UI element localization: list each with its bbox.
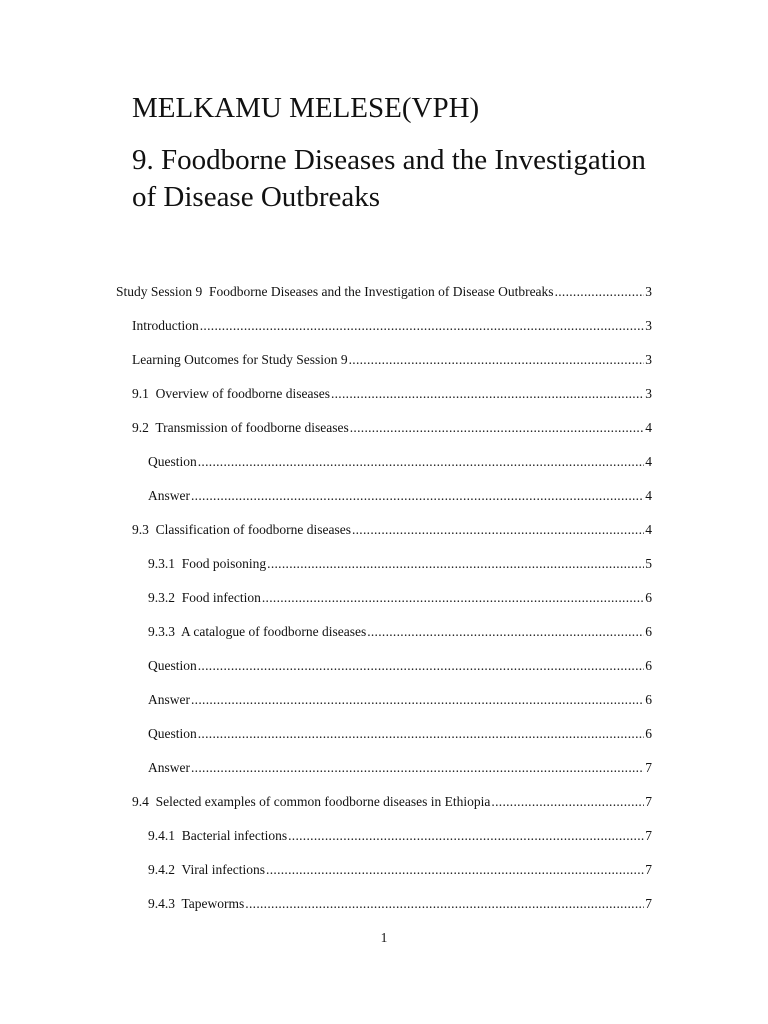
- toc-entry[interactable]: [0, 786, 768, 820]
- toc-entry-label: Question: [148, 454, 197, 469]
- toc-leader-dots: [266, 862, 644, 878]
- toc-leader-dots: [198, 454, 645, 470]
- toc-leader-dots: [350, 420, 645, 436]
- toc-entry[interactable]: [0, 650, 768, 684]
- toc-entry-label: 9.3 Classification of foodborne diseases: [132, 522, 351, 537]
- toc-entry-label: 9.4.2 Viral infections: [148, 862, 266, 877]
- toc-entry-page: 3: [645, 284, 652, 299]
- toc-entry[interactable]: [0, 582, 768, 616]
- toc-leader-dots: [491, 794, 644, 810]
- toc-entry-label: Question: [148, 726, 197, 741]
- toc-leader-dots: [198, 658, 645, 674]
- toc-leader-dots: [367, 624, 644, 640]
- toc-entry[interactable]: [0, 616, 768, 650]
- toc-entry[interactable]: [0, 854, 768, 888]
- toc-entry-label: Question: [148, 658, 197, 673]
- toc-entry[interactable]: [0, 446, 768, 480]
- toc-entry-label: 9.3.1 Food poisoning: [148, 556, 267, 571]
- toc-entry[interactable]: [0, 718, 768, 752]
- toc-entry-label: 9.3.3 A catalogue of foodborne diseases: [148, 624, 367, 639]
- toc-entry-label: Introduction: [132, 318, 199, 333]
- toc-entry[interactable]: [0, 480, 768, 514]
- toc-entry-page: 7: [645, 760, 652, 775]
- toc-entry-page: 7: [645, 896, 652, 911]
- toc-entry[interactable]: [0, 412, 768, 446]
- toc-leader-dots: [262, 590, 644, 606]
- toc-entry-page: 3: [645, 386, 652, 401]
- toc-entry-page: 6: [645, 658, 652, 673]
- toc-entry-page: 6: [645, 726, 652, 741]
- toc-entry-page: 3: [645, 318, 652, 333]
- toc-leader-dots: [352, 522, 644, 538]
- toc-entry-label: Learning Outcomes for Study Session 9: [132, 352, 348, 367]
- toc-entry-page: 6: [645, 624, 652, 639]
- toc-entry[interactable]: [0, 276, 768, 310]
- toc-leader-dots: [198, 726, 645, 742]
- toc-entry[interactable]: [0, 888, 768, 922]
- toc-entry-page: 4: [645, 454, 652, 469]
- toc-entry[interactable]: [0, 548, 768, 582]
- toc-entry-label: 9.3.2 Food infection: [148, 590, 261, 605]
- document-title: 9. Foodborne Diseases and the Investigation of Disease Outbreaks: [132, 144, 646, 213]
- toc-entry[interactable]: [0, 344, 768, 378]
- toc-entry-label: Answer: [148, 692, 190, 707]
- toc-entry-page: 7: [645, 862, 652, 877]
- toc-entry-page: 5: [645, 556, 652, 571]
- toc-leader-dots: [331, 386, 644, 402]
- toc-entry[interactable]: [0, 310, 768, 344]
- toc-entry-label: 9.1 Overview of foodborne diseases: [132, 386, 330, 401]
- author-heading: MELKAMU MELESE(VPH): [132, 92, 480, 124]
- toc-entry-page: 3: [645, 352, 652, 367]
- toc-entry-label: Study Session 9 Foodborne Diseases and the Investigation of Disease Outbreaks: [116, 284, 554, 299]
- toc-entry-label: Answer: [148, 488, 190, 503]
- toc-leader-dots: [191, 692, 644, 708]
- toc-entry-label: 9.4.1 Bacterial infections: [148, 828, 288, 843]
- toc-leader-dots: [555, 284, 645, 300]
- toc-entry-page: 4: [645, 488, 652, 503]
- toc-leader-dots: [267, 556, 644, 572]
- toc-entry[interactable]: [0, 684, 768, 718]
- toc-entry-label: Answer: [148, 760, 190, 775]
- toc-entry-page: 7: [645, 828, 652, 843]
- toc-entry-label: 9.2 Transmission of foodborne diseases: [132, 420, 349, 435]
- toc-entry-page: 4: [645, 420, 652, 435]
- toc-leader-dots: [200, 318, 645, 334]
- toc-entry-page: 6: [645, 590, 652, 605]
- toc-leader-dots: [191, 488, 644, 504]
- toc-entry[interactable]: [0, 752, 768, 786]
- toc-leader-dots: [349, 352, 645, 368]
- toc-entry[interactable]: [0, 820, 768, 854]
- table-of-contents: [0, 276, 768, 922]
- toc-leader-dots: [191, 760, 644, 776]
- toc-entry-page: 7: [645, 794, 652, 809]
- page-number: 1: [380, 930, 388, 945]
- toc-leader-dots: [288, 828, 644, 844]
- toc-entry[interactable]: [0, 514, 768, 548]
- toc-entry[interactable]: [0, 378, 768, 412]
- toc-entry-page: 6: [645, 692, 652, 707]
- toc-entry-page: 4: [645, 522, 652, 537]
- toc-entry-label: 9.4.3 Tapeworms: [148, 896, 245, 911]
- toc-entry-label: 9.4 Selected examples of common foodborne diseases in Ethiopia: [132, 794, 491, 809]
- toc-leader-dots: [245, 896, 644, 912]
